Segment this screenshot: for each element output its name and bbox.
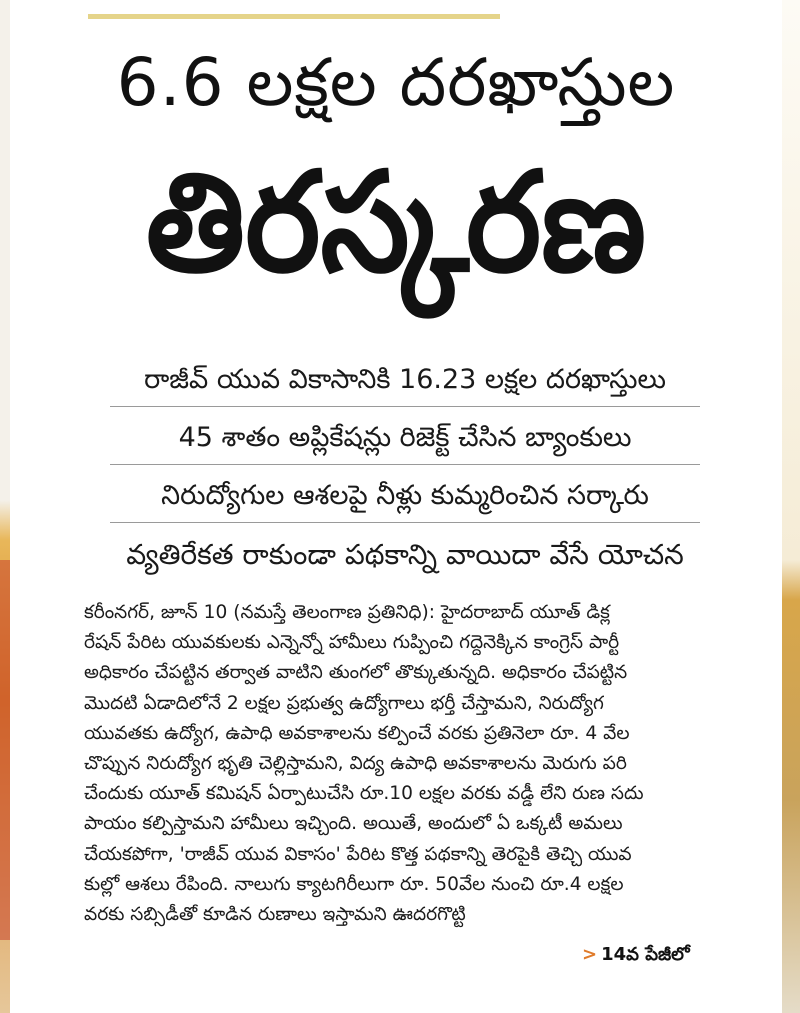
body-line: రేషన్ పేరిట యువకులకు ఎన్నెన్నో హామీలు గుప్పించి గద్దెనెక్కిన కాంగ్రెస్ పార్టీ [84, 632, 620, 654]
body-line: చేందుకు యూత్ కమిషన్ ఏర్పాటుచేసి రూ.10 లక్షల వరకు వడ్డీ లేని రుణ సదు [84, 783, 644, 805]
continued-page-label: 14వ పేజీలో [601, 944, 690, 965]
article-body [84, 598, 746, 930]
left-page-edge [0, 0, 10, 1013]
body-line: కుల్లో ఆశలు రేపింది. నాలుగు క్యాటగిరీలుగా రూ. 50వేల నుంచి రూ.4 లక్షల [84, 873, 624, 895]
body-line: చొప్పున నిరుద్యోగ భృతి చెల్లిస్తామని, విద్య ఉపాధి అవకాశాలను మెరుగు పరి [84, 753, 627, 775]
chevron-right-icon: > [582, 944, 598, 965]
subhead-3: నిరుద్యోగుల ఆశలపై నీళ్లు కుమ్మరించిన సర్కారు [110, 480, 700, 523]
headline-line-1: 6.6 లక్షల దరఖాస్తుల [116, 44, 676, 121]
newspaper-clipping [10, 0, 782, 1013]
subhead-1: రాజీవ్ యువ వికాసానికి 16.23 లక్షల దరఖాస్తులు [110, 364, 700, 407]
body-line: అధికారం చేపట్టిన తర్వాత వాటిని తుంగలో తొక్కుతున్నది. అధికారం చేపట్టిన [84, 662, 628, 684]
right-page-edge [781, 0, 800, 1013]
body-line: పాయం కల్పిస్తామని హామీలు ఇచ్చింది. అయితే, అందులో ఏ ఒక్కటీ అమలు [84, 813, 623, 835]
subhead-4: వ్యతిరేకత రాకుండా పథకాన్ని వాయిదా వేసే యోచన [126, 538, 684, 571]
body-line: చేయకపోగా, 'రాజీవ్ యువ వికాసం' పేరిట కొత్త పథకాన్ని తెరపైకి తెచ్చి యువ [84, 843, 632, 865]
left-page-color-band [0, 560, 10, 940]
body-line: యువతకు ఉద్యోగ, ఉపాధి అవకాశాలను కల్పించే వరకు ప్రతినెలా రూ. 4 వేల [84, 722, 630, 744]
body-line: మొదటి ఏడాదిలోనే 2 లక్షల ప్రభుత్వ ఉద్యోగాలు భర్తీ చేస్తామని, నిరుద్యోగ [84, 692, 604, 714]
continued-on-page-link[interactable] [582, 944, 690, 969]
headline-line-2: తిరస్కరణ [145, 142, 647, 303]
body-line: వరకు సబ్సిడీతో కూడిన రుణాలు ఇస్తామని ఊదరగొట్టి [84, 904, 466, 926]
top-decorative-rule [88, 14, 500, 19]
body-line: కరీంనగర్, జూన్ 10 (నమస్తే తెలంగాణ ప్రతినిధి): హైదరాబాద్ యూత్ డిక్ల [84, 602, 610, 623]
subhead-2: 45 శాతం అప్లికేషన్లు రిజెక్ట్ చేసిన బ్యాంకులు [110, 422, 700, 465]
